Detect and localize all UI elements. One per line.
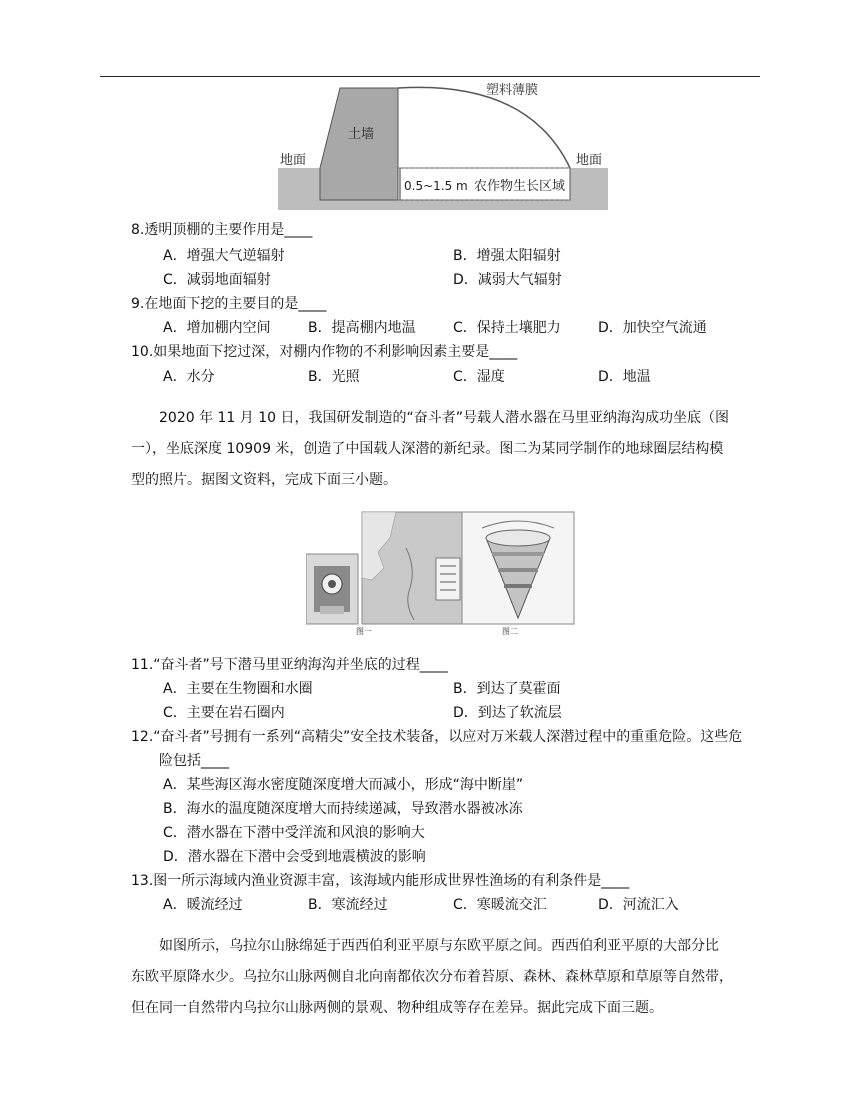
q12-option-b: B．海水的温度随深度增大而持续递减，导致潜水器被冰冻 bbox=[163, 801, 523, 817]
q11-option-a: A．主要在生物圈和水圈 bbox=[163, 681, 313, 697]
passage3-line3: 但在同一自然带内乌拉尔山脉两侧的景观、物种组成等存在差异。据此完成下面三题。 bbox=[131, 1000, 663, 1016]
depth-label: 0.5~1.5 m bbox=[404, 179, 468, 193]
q10-option-b: B．光照 bbox=[308, 369, 360, 385]
q11-option-c: C．主要在岩石圈内 bbox=[163, 705, 285, 721]
q13-option-a: A．暖流经过 bbox=[163, 897, 243, 913]
figure-two-caption: 图二 bbox=[502, 627, 518, 636]
figure-one-caption: 图一 bbox=[356, 627, 372, 636]
soil-wall-label: 土墙 bbox=[348, 127, 375, 142]
q8-option-b: B．增强太阳辐射 bbox=[453, 248, 561, 264]
question-9-stem: 9.在地面下挖的主要目的是____ bbox=[131, 296, 327, 312]
q13-option-c: C．寒暖流交汇 bbox=[453, 897, 547, 913]
ground-left-label: 地面 bbox=[280, 153, 307, 168]
header-rule bbox=[100, 76, 760, 77]
q12-option-c: C．潜水器在下潜中受洋流和风浪的影响大 bbox=[163, 825, 425, 841]
q10-option-c: C．湿度 bbox=[453, 369, 505, 385]
q9-option-a: A．增加棚内空间 bbox=[163, 320, 271, 336]
ground-right-label: 地面 bbox=[576, 153, 603, 168]
passage2-line3: 型的照片。据图文资料，完成下面三小题。 bbox=[131, 472, 397, 488]
q11-option-d: D．到达了软流层 bbox=[453, 705, 562, 721]
q8-option-a: A．增强大气逆辐射 bbox=[163, 248, 285, 264]
q8-option-d: D．减弱大气辐射 bbox=[453, 272, 562, 288]
crop-zone-label: 农作物生长区域 bbox=[474, 179, 566, 194]
passage2-line1: 2020 年 11 月 10 日，我国研发制造的“奋斗者”号载人潜水器在马里亚纳海沟成功坐底（图 bbox=[159, 410, 730, 426]
question-13-stem: 13.图一所示海域内渔业资源丰富，该海域内能形成世界性渔场的有利条件是____ bbox=[131, 873, 630, 889]
q13-option-d: D．河流汇入 bbox=[598, 897, 679, 913]
passage3-line1: 如图所示，乌拉尔山脉绵延于西西伯利亚平原与东欧平原之间。西西伯利亚平原的大部分比 bbox=[159, 938, 719, 954]
q11-option-b: B．到达了莫霍面 bbox=[453, 681, 561, 697]
q8-option-c: C．减弱地面辐射 bbox=[163, 272, 271, 288]
passage3-line2: 东欧平原降水少。乌拉尔山脉两侧自北向南都依次分布着苔原、森林、森林草原和草原等自然带， bbox=[131, 969, 733, 985]
question-12-stem-cont: 险包括____ bbox=[159, 753, 229, 769]
q12-option-d: D．潜水器在下潜中会受到地震横波的影响 bbox=[163, 849, 426, 865]
q9-option-d: D．加快空气流通 bbox=[598, 320, 707, 336]
greenhouse-diagram bbox=[278, 80, 608, 210]
greenhouse-figure bbox=[278, 80, 608, 210]
q9-option-c: C．保持土壤肥力 bbox=[453, 320, 561, 336]
question-8-stem: 8.透明顶棚的主要作用是____ bbox=[131, 222, 313, 238]
q10-option-d: D．地温 bbox=[598, 369, 651, 385]
question-10-stem: 10.如果地面下挖过深，对棚内作物的不利影响因素主要是____ bbox=[131, 344, 518, 360]
question-12-stem: 12.“奋斗者”号拥有一系列“高精尖”安全技术装备，以应对万米载人深潜过程中的重重危险。这些危 bbox=[131, 729, 743, 745]
photos-figure bbox=[306, 508, 576, 638]
film-label: 塑料薄膜 bbox=[486, 83, 539, 98]
q9-option-b: B．提高棚内地温 bbox=[308, 320, 416, 336]
q10-option-a: A．水分 bbox=[163, 369, 215, 385]
figure-one-two bbox=[306, 508, 576, 638]
passage2-line2: 一），坐底深度 10909 米，创造了中国载人深潜的新纪录。图二为某同学制作的地球圈层结构模 bbox=[131, 441, 724, 457]
question-11-stem: 11.“奋斗者”号下潜马里亚纳海沟并坐底的过程____ bbox=[131, 657, 448, 673]
q13-option-b: B．寒流经过 bbox=[308, 897, 388, 913]
q12-option-a: A．某些海区海水密度随深度增大而减小，形成“海中断崖” bbox=[163, 777, 524, 793]
